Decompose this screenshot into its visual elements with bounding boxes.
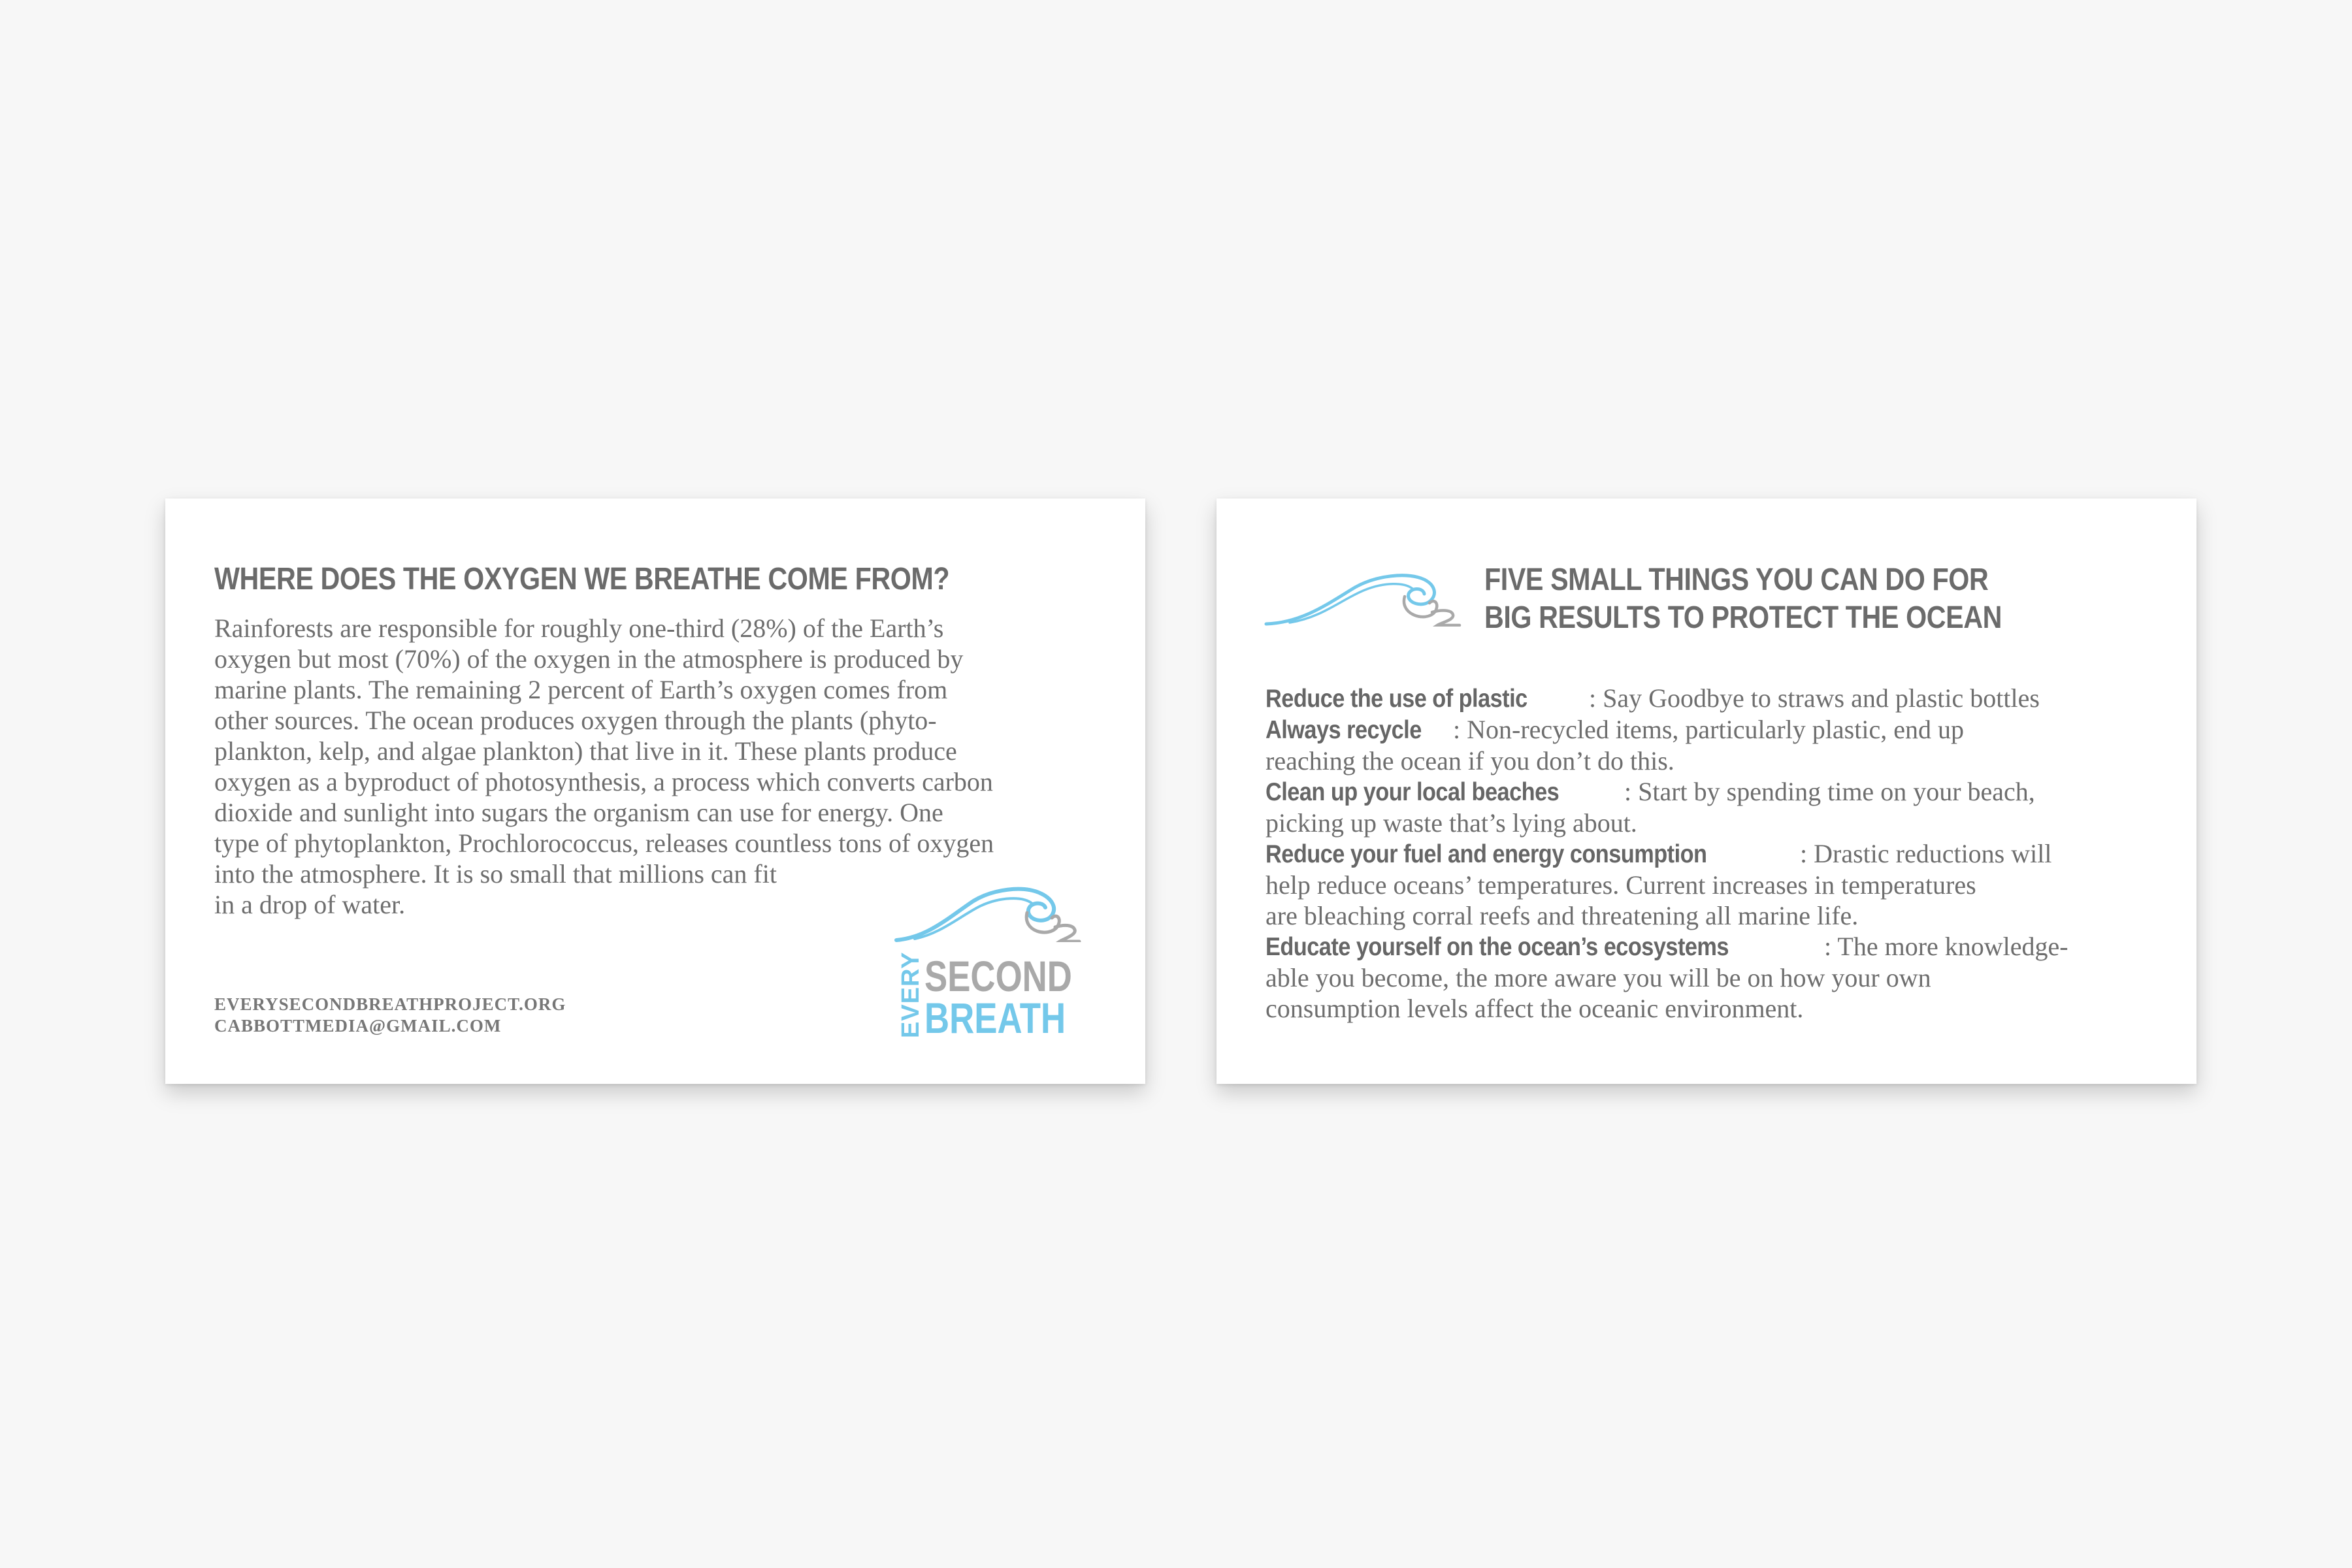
tip-heading: Always recycle [1266, 716, 1422, 744]
body-line: Rainforests are responsible for roughly one-third (28%) of the Earth’s [214, 613, 944, 643]
tip-text: help reduce oceans’ temperatures. Current increases in temperatures [1266, 870, 1976, 900]
tip-text: : Say Goodbye to straws and plastic bottles [1589, 683, 2040, 713]
list-item [1266, 838, 2141, 931]
list-item [1266, 683, 2141, 714]
tip-heading: Reduce your fuel and energy consumption [1266, 840, 1707, 868]
body-line: type of phytoplankton, Prochlorococcus, releases countless tons of oxygen [214, 828, 994, 858]
logo-word-breath: BREATH [924, 994, 1066, 1042]
tip-text: : The more knowledge- [1824, 932, 2068, 961]
logo-word-second: SECOND [924, 952, 1072, 1000]
body-line: plankton, kelp, and algae plankton) that live in it. These plants produce [214, 736, 957, 766]
website-link[interactable]: EVERYSECONDBREATHPROJECT.ORG [214, 994, 566, 1014]
info-card-back [1217, 498, 2197, 1084]
list-item [1266, 776, 2141, 838]
body-line: into the atmosphere. It is so small that millions can fit [214, 859, 777, 889]
tip-text: : Start by spending time on your beach, [1624, 777, 2035, 806]
tip-heading: Educate yourself on the ocean’s ecosystems [1266, 933, 1729, 961]
tip-text: consumption levels affect the oceanic environment. [1266, 994, 1804, 1023]
body-line: oxygen but most (70%) of the oxygen in the atmosphere is produced by [214, 644, 964, 674]
wave-o2-icon [889, 887, 1085, 942]
contact-info [214, 994, 566, 1037]
tip-heading: Reduce the use of plastic [1266, 685, 1527, 713]
body-line: other sources. The ocean produces oxygen through the plants (phyto- [214, 706, 937, 735]
logo-word-every: EVERY [897, 951, 924, 1038]
card-title [1484, 561, 2002, 637]
card-body-text [214, 613, 1070, 920]
email-link[interactable]: CABBOTTMEDIA@GMAIL.COM [214, 1016, 502, 1036]
tip-heading: Clean up your local beaches [1266, 778, 1560, 806]
body-line: marine plants. The remaining 2 percent of Earth’s oxygen comes from [214, 675, 948, 704]
list-item [1266, 714, 2141, 776]
tip-text: : Non-recycled items, particularly plastic, end up [1453, 715, 1964, 744]
wave-o2-icon [1264, 570, 1463, 627]
body-line: dioxide and sunlight into sugars the organism can use for energy. One [214, 798, 943, 827]
title-line: BIG RESULTS TO PROTECT THE OCEAN [1484, 600, 2002, 635]
list-item [1266, 931, 2141, 1024]
tip-text: reaching the ocean if you don’t do this. [1266, 746, 1674, 776]
body-line: in a drop of water. [214, 890, 406, 919]
card-title: WHERE DOES THE OXYGEN WE BREATHE COME FROM? [214, 562, 950, 596]
body-line: oxygen as a byproduct of photosynthesis, a process which converts carbon [214, 767, 993, 796]
tip-text: : Drastic reductions will [1800, 839, 2052, 868]
tip-text: able you become, the more aware you will be on how your own [1266, 963, 1931, 992]
tip-text: picking up waste that’s lying about. [1266, 808, 1637, 838]
title-line: FIVE SMALL THINGS YOU CAN DO FOR [1484, 563, 1989, 597]
tips-list [1266, 683, 2141, 1024]
tip-text: are bleaching corral reefs and threatening all marine life. [1266, 901, 1859, 930]
info-card-front [165, 498, 1145, 1084]
